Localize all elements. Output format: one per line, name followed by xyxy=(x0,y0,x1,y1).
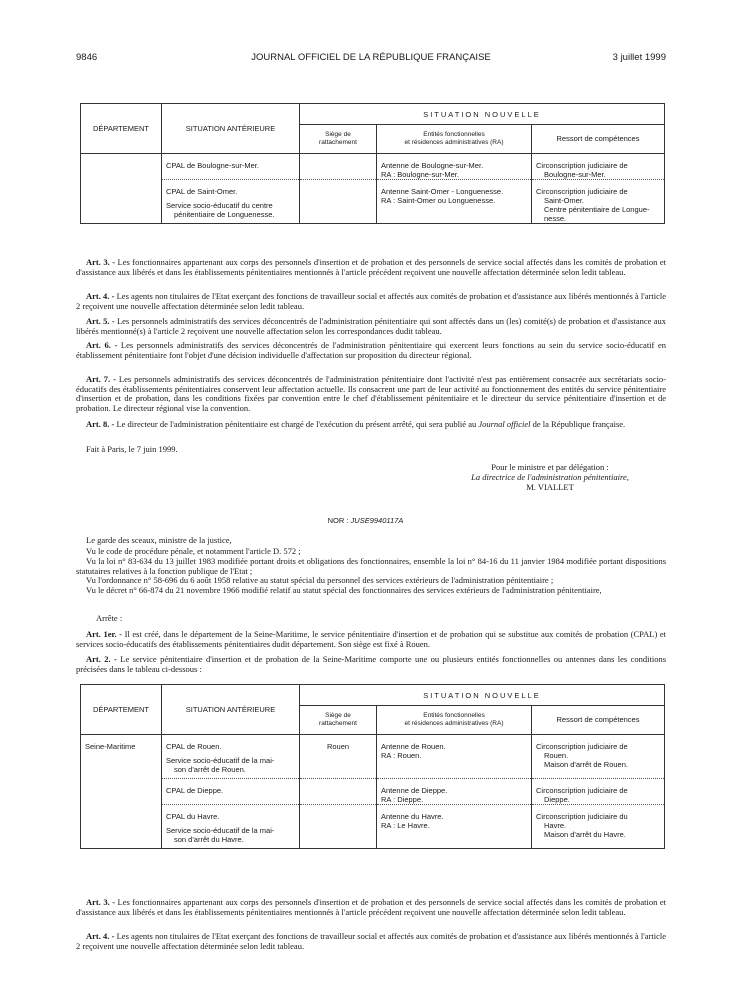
article-8: Art. 8. - Le directeur de l'administration pénitentiaire est chargé de l'exécution du présent arrêté, qui sera publié au Journal officiel de la République française. xyxy=(86,419,626,429)
column-header-ressort: Ressort de compétences xyxy=(532,125,665,154)
cell-entites: Antenne de Boulogne-sur-Mer. RA : Boulogne-sur-Mer. xyxy=(377,154,532,180)
article-4: Art. 4. - Les agents non titulaires de l'Etat exerçant des fonctions de travailleur social et affectés aux comités de probation et d'assistance aux libérés mentionnés à l'article 2 reçoivent une nouvelle affectation déterminée selon ledit tableau. xyxy=(76,291,666,311)
cell-entites: Antenne de Rouen. RA : Rouen. xyxy=(377,735,532,779)
affectation-table-1 xyxy=(80,103,665,224)
cell-departement xyxy=(81,805,162,849)
signature-block: Pour le ministre et par délégation : La directrice de l'administration pénitentiaire, M. VIALLET xyxy=(471,462,629,492)
preamble-vu-ordonnance: Vu l'ordonnance n° 58-696 du 6 août 1958 relative au statut spécial du personnel des services extérieurs de l'administration pénitentiaire ; xyxy=(86,575,554,585)
column-header-situation-anterieure: SITUATION ANTÉRIEURE xyxy=(162,685,300,735)
cell-situation-anterieure: CPAL de Dieppe. xyxy=(162,779,300,805)
article-6: Art. 6. - Les personnels administratifs des services déconcentrés de l'administration pénitentiaire qui exercent leurs fonctions au sein du service socio-éducatif en établissement pénitentiaire font l'objet d'une décision individuelle d'affectation sur proposition du directeur régional. xyxy=(76,340,666,360)
column-header-siege: Siège de rattachement xyxy=(300,706,377,735)
cell-entites: Antenne de Dieppe. RA : Dieppe. xyxy=(377,779,532,805)
column-header-ressort: Ressort de compétences xyxy=(532,706,665,735)
column-header-situation-nouvelle: SITUATION NOUVELLE xyxy=(300,104,665,125)
preamble-vu-code: Vu le code de procédure pénale, et notamment l'article D. 572 ; xyxy=(86,546,301,556)
cell-departement xyxy=(81,779,162,805)
preamble-vu-decret: Vu le décret n° 66-874 du 21 novembre 1966 modifié relatif au statut spécial des fonctionnaires des services extérieurs de l'administration pénitentiaire, xyxy=(86,585,602,595)
cell-ressort: Circonscription judiciaire de Rouen. Maison d'arrêt de Rouen. xyxy=(532,735,665,779)
nor-reference: NOR : JUSE9940117A xyxy=(327,516,404,525)
preamble-minister: Le garde des sceaux, ministre de la justice, xyxy=(86,535,232,545)
column-header-situation-anterieure: SITUATION ANTÉRIEURE xyxy=(162,104,300,154)
publication-date: 3 juillet 1999 xyxy=(612,52,666,63)
cell-ressort: Circonscription judiciaire de Dieppe. xyxy=(532,779,665,805)
cell-siege xyxy=(300,154,377,180)
table-row xyxy=(81,154,665,180)
affectation-table-2 xyxy=(80,684,665,849)
table-row xyxy=(81,805,665,849)
table-row xyxy=(81,779,665,805)
page-header xyxy=(76,52,666,66)
cell-situation-anterieure: CPAL de Saint-Omer. Service socio-éducatif du centre pénitentiaire de Longuenesse. xyxy=(162,180,300,224)
cell-situation-anterieure: CPAL de Boulogne-sur-Mer. xyxy=(162,154,300,180)
table-row xyxy=(81,735,665,779)
article-3-seine-maritime: Art. 3. - Les fonctionnaires appartenant aux corps des personnels d'insertion et de probation et des personnels de service social affectés dans les comités de probation et d'assistance aux libérés et dans les établissements pénitentiaires mentionnés à l'article précédent reçoivent une nouvelle affectation déterminée selon ledit tableau. xyxy=(76,897,666,917)
arrete-heading: Arrête : xyxy=(96,613,123,623)
cell-situation-anterieure: CPAL de Rouen. Service socio-éducatif de la mai- son d'arrêt de Rouen. xyxy=(162,735,300,779)
article-3: Art. 3. - Les fonctionnaires appartenant aux corps des personnels d'insertion et de probation et des personnels de service social affectés dans les comités de probation et d'assistance aux libérés et dans les établissements pénitentiaires mentionnés à l'article précédent reçoivent une nouvelle affectation déterminée selon ledit tableau. xyxy=(76,257,666,277)
table-row xyxy=(81,180,665,224)
cell-siege xyxy=(300,805,377,849)
article-4-seine-maritime: Art. 4. - Les agents non titulaires de l'Etat exerçant des fonctions de travailleur social et affectés aux comités de probation et d'assistance aux libérés mentionnés à l'article 2 reçoivent une nouvelle affectation déterminée selon ledit tableau. xyxy=(76,931,666,951)
column-header-departement: DÉPARTEMENT xyxy=(81,104,162,154)
cell-siege xyxy=(300,779,377,805)
cell-situation-anterieure: CPAL du Havre. Service socio-éducatif de la mai- son d'arrêt du Havre. xyxy=(162,805,300,849)
article-1er: Art. 1er. - Il est créé, dans le département de la Seine-Maritime, le service pénitentiaire d'insertion et de probation qui se substitue aux comités de probation (CPAL) et services socio-éducatifs des établissements pénitentiaires dudit département. Son siège est fixé à Rouen. xyxy=(76,629,667,649)
fait-a-paris: Fait à Paris, le 7 juin 1999. xyxy=(86,444,178,454)
cell-departement xyxy=(81,180,162,224)
column-header-entites: Entités fonctionnelles et résidences administratives (RA) xyxy=(377,125,532,154)
column-header-siege: Siège de rattachement xyxy=(300,125,377,154)
cell-ressort: Circonscription judiciaire du Havre. Maison d'arrêt du Havre. xyxy=(532,805,665,849)
cell-siege xyxy=(300,180,377,224)
article-5: Art. 5. - Les personnels administratifs des services déconcentrés de l'administration pénitentiaire qui sont affectés dans un (les) comité(s) de probation et d'assistance aux libérés mentionné(s) à l'article 2 reçoivent une nouvelle affectation selon les correspondances dudit tableau. xyxy=(76,316,667,336)
column-header-departement: DÉPARTEMENT xyxy=(81,685,162,735)
cell-entites: Antenne du Havre. RA : Le Havre. xyxy=(377,805,532,849)
column-header-entites: Entités fonctionnelles et résidences administratives (RA) xyxy=(377,706,532,735)
cell-ressort: Circonscription judiciaire de Boulogne-sur-Mer. xyxy=(532,154,665,180)
journal-title: JOURNAL OFFICIEL DE LA RÉPUBLIQUE FRANÇAISE xyxy=(251,52,491,63)
article-2: Art. 2. - Le service pénitentiaire d'insertion et de probation de la Seine-Maritime comporte une ou plusieurs entités fonctionnelles ou antennes dans les conditions précisées dans le tableau ci-dessous : xyxy=(76,654,667,674)
article-7: Art. 7. - Les personnels administratifs des services déconcentrés de l'administration pénitentiaire dont l'activité n'est pas entièrement consacrée aux secrétariats socio-éducatifs des établissements pénitentiaires conservent leur affectation actuelle. Ils consacrent une part de leur activité au fonctionnement des entités du service pénitentiaire d'insertion et de probation, dans les conditions fixées par convention entre le chef d'établissement pénitentiaire et le directeur du service pénitentiaire d'insertion et de probation. Le directeur régional vise la convention. xyxy=(76,374,667,413)
cell-siege: Rouen xyxy=(300,735,377,779)
cell-departement: Seine-Maritime xyxy=(81,735,162,779)
column-header-situation-nouvelle: SITUATION NOUVELLE xyxy=(300,685,665,706)
cell-departement xyxy=(81,154,162,180)
cell-ressort: Circonscription judiciaire de Saint-Omer. Centre pénitentiaire de Longue- nesse. xyxy=(532,180,665,224)
cell-entites: Antenne Saint-Omer - Longuenesse. RA : Saint-Omer ou Longuenesse. xyxy=(377,180,532,224)
preamble-vu-loi: Vu la loi n° 83-634 du 13 juillet 1983 modifiée portant droits et obligations des fonctionnaires, ensemble la loi n° 84-16 du 11 janvier 1984 modifiée portant dispositions statutaires relatives à la fonction publique de l'Etat ; xyxy=(76,556,666,576)
page-number: 9846 xyxy=(76,52,98,63)
